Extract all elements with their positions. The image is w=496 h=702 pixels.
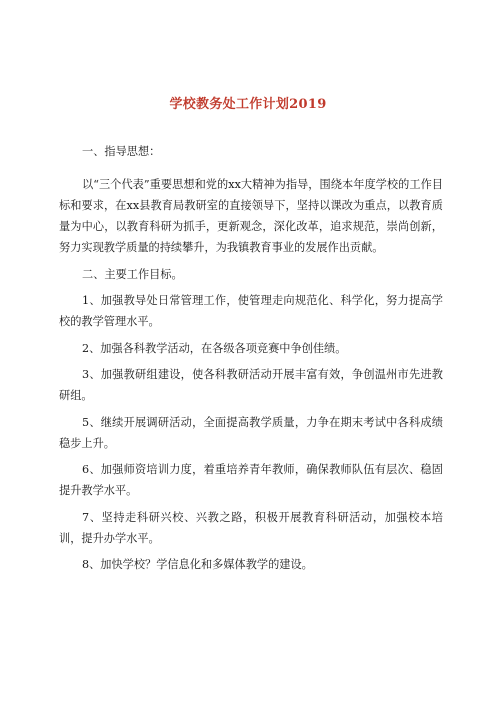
section-heading-guiding-ideology: 一、指导思想： xyxy=(82,145,161,158)
document-title: 学校教务处工作计划2019 xyxy=(169,97,327,112)
goal-item-5: 5、继续开展调研活动，全面提高教学质量，力争在期末考试中各科成绩稳步上升。 xyxy=(59,415,443,450)
goal-item-1: 1、加强教导处日常管理工作，使管理走向规范化、科学化，努力提高学校的教学管理水平。 xyxy=(59,294,443,328)
goal-item-6: 6、加强师资培训力度，着重培养青年教师，确保教师队伍有层次、稳固提升教学水平。 xyxy=(59,463,443,497)
paragraph-guiding-ideology: 以“三个代表”重要思想和党的xx大精神为指导，围绕本年度学校的工作目标和要求，在xx县教育局教研室的直接领导下，坚持以课改为重点，以教育质量为中心，以教育科研为抓手，更新观念，深化改革，追求规范，崇尚创新，努力实现教学质量的持续攀升，为我镇教育事业的发展作出贡献。 xyxy=(59,178,443,254)
goal-item-7: 7、坚持走科研兴校、兴教之路，积极开展教育科研活动，加强校本培训，提升办学水平。 xyxy=(59,510,443,545)
goal-item-8: 8、加快学校？学信息化和多媒体教学的建设。 xyxy=(82,558,313,571)
section-heading-main-goals: 二、主要工作目标。 xyxy=(82,267,183,281)
document-body xyxy=(59,141,443,581)
goal-item-3: 3、加强教研组建设，使各科教研活动开展丰富有效，争创温州市先进教研组。 xyxy=(59,368,443,402)
goal-item-2: 2、加强各科教学活动，在各级各项竞赛中争创佳绩。 xyxy=(82,341,347,355)
